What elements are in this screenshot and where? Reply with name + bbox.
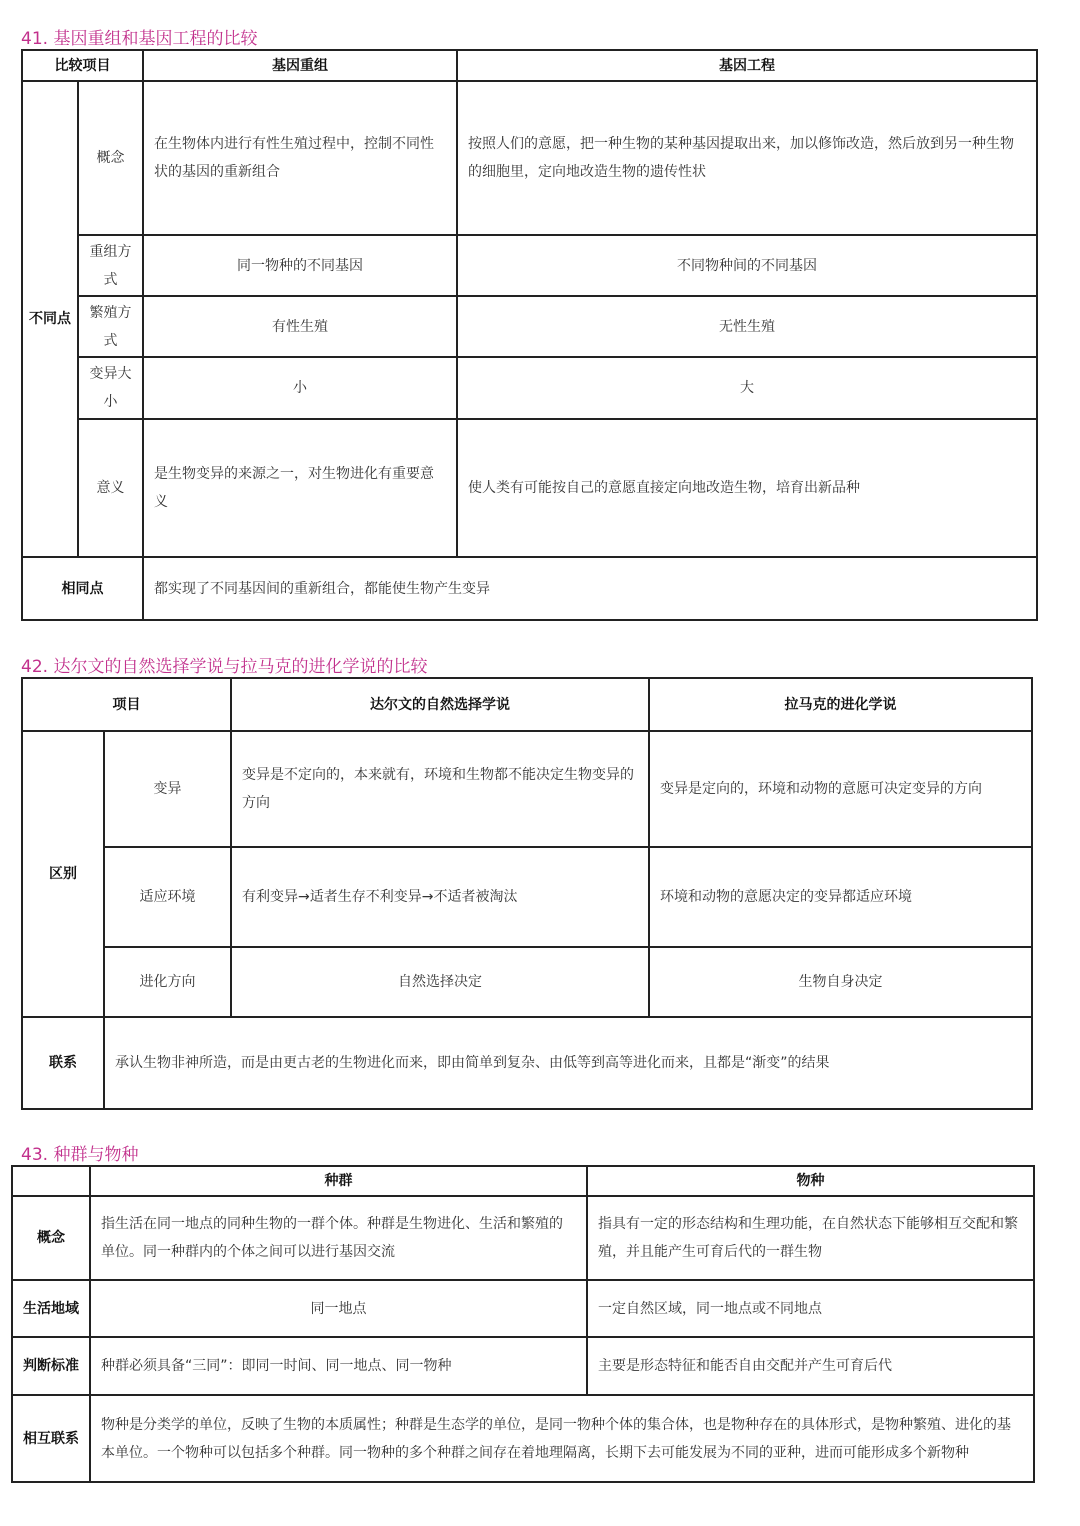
cell-engineering: 使人类有可能按自己的意愿直接定向地改造生物，培育出新品种 (457, 419, 1037, 557)
cell-lamarck: 变异是定向的，环境和动物的意愿可决定变异的方向 (649, 731, 1032, 847)
cell-lamarck: 环境和动物的意愿决定的变异都适应环境 (649, 847, 1032, 947)
cell-recombination: 同一物种的不同基因 (143, 235, 457, 296)
header-darwin: 达尔文的自然选择学说 (231, 678, 649, 731)
cell-population: 种群必须具备“三同”：即同一时间、同一地点、同一物种 (90, 1337, 587, 1395)
row-label: 概念 (78, 81, 143, 235)
header-engineering: 基因工程 (457, 50, 1037, 81)
label-relation: 相互联系 (12, 1395, 90, 1482)
cell-engineering: 不同物种间的不同基因 (457, 235, 1037, 296)
row-label: 概念 (12, 1196, 90, 1280)
cell-recombination: 小 (143, 357, 457, 419)
cell-lamarck: 生物自身决定 (649, 947, 1032, 1017)
header-empty (12, 1166, 90, 1196)
header-item: 项目 (22, 678, 231, 731)
cell-darwin: 自然选择决定 (231, 947, 649, 1017)
header-recombination: 基因重组 (143, 50, 457, 81)
row-label: 变异大小 (78, 357, 143, 419)
row-label: 变异 (104, 731, 231, 847)
cell-darwin: 有利变异→适者生存不利变异→不适者被淘汰 (231, 847, 649, 947)
cell-relation: 物种是分类学的单位，反映了生物的本质属性；种群是生态学的单位，是同一物种个体的集合体，也是物种存在的具体形式，是物种繁殖、进化的基本单位。一个物种可以包括多个种群。同一物种的多个种群之间存在着地理隔离，长期下去可能发展为不同的亚种，进而可能形成多个新物种 (90, 1395, 1034, 1482)
row-label: 进化方向 (104, 947, 231, 1017)
table-population-vs-species (11, 1165, 1035, 1483)
section-41-title: 41. 基因重组和基因工程的比较 (21, 29, 258, 49)
row-label: 判断标准 (12, 1337, 90, 1395)
table-darwin-vs-lamarck (21, 677, 1033, 1110)
cell-population: 指生活在同一地点的同种生物的一群个体。种群是生物进化、生活和繁殖的单位。同一种群内的个体之间可以进行基因交流 (90, 1196, 587, 1280)
row-label: 生活地域 (12, 1280, 90, 1337)
cell-recombination: 有性生殖 (143, 296, 457, 357)
cell-engineering: 按照人们的意愿，把一种生物的某种基因提取出来，加以修饰改造，然后放到另一种生物的细胞里，定向地改造生物的遗传性状 (457, 81, 1037, 235)
cell-species: 一定自然区域，同一地点或不同地点 (587, 1280, 1034, 1337)
section-42-title: 42. 达尔文的自然选择学说与拉马克的进化学说的比较 (21, 657, 428, 677)
row-label: 重组方式 (78, 235, 143, 296)
cell-species: 指具有一定的形态结构和生理功能，在自然状态下能够相互交配和繁殖，并且能产生可育后代的一群生物 (587, 1196, 1034, 1280)
cell-similarities: 都实现了不同基因间的重新组合，都能使生物产生变异 (143, 557, 1037, 620)
row-label: 适应环境 (104, 847, 231, 947)
cell-engineering: 无性生殖 (457, 296, 1037, 357)
cell-recombination: 在生物体内进行有性生殖过程中，控制不同性状的基因的重新组合 (143, 81, 457, 235)
row-label: 意义 (78, 419, 143, 557)
cell-population: 同一地点 (90, 1280, 587, 1337)
header-lamarck: 拉马克的进化学说 (649, 678, 1032, 731)
label-similarities: 相同点 (22, 557, 143, 620)
cell-darwin: 变异是不定向的，本来就有，环境和生物都不能决定生物变异的方向 (231, 731, 649, 847)
header-population: 种群 (90, 1166, 587, 1196)
table-gene-recombination-vs-engineering (21, 49, 1038, 621)
cell-species: 主要是形态特征和能否自由交配并产生可育后代 (587, 1337, 1034, 1395)
group-differences: 不同点 (22, 81, 78, 557)
header-compare-item: 比较项目 (22, 50, 143, 81)
group-differences: 区别 (22, 731, 104, 1017)
header-species: 物种 (587, 1166, 1034, 1196)
row-label: 繁殖方式 (78, 296, 143, 357)
cell-recombination: 是生物变异的来源之一，对生物进化有重要意义 (143, 419, 457, 557)
cell-engineering: 大 (457, 357, 1037, 419)
cell-relation: 承认生物非神所造，而是由更古老的生物进化而来，即由简单到复杂、由低等到高等进化而来，且都是“渐变”的结果 (104, 1017, 1032, 1109)
label-relation: 联系 (22, 1017, 104, 1109)
section-43-title: 43. 种群与物种 (21, 1145, 139, 1165)
